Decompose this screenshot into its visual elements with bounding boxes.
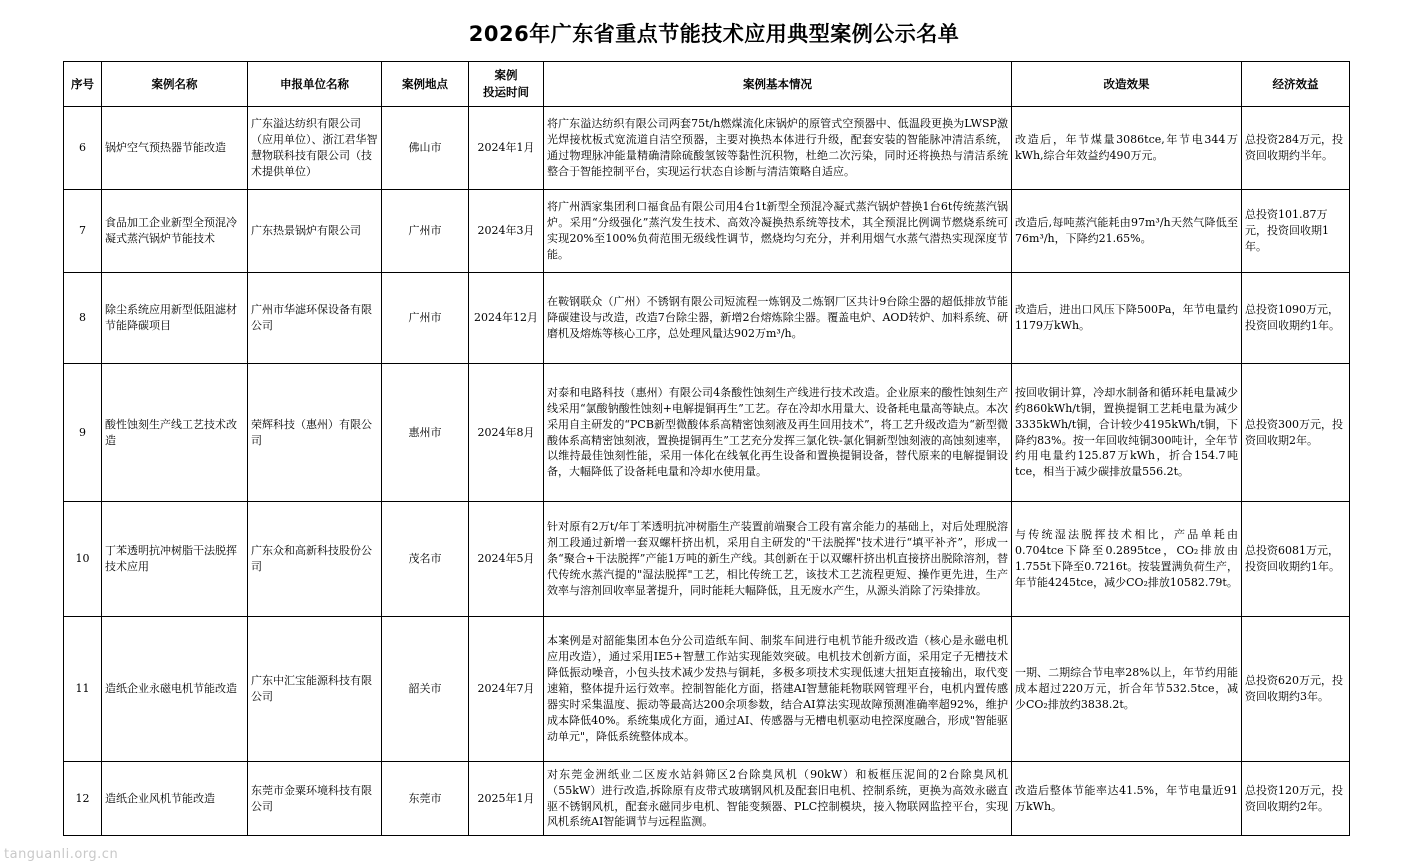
row-no: 12: [64, 762, 102, 836]
row-no: 6: [64, 107, 102, 190]
row-effect: 一期、二期综合节电率28%以上，年节约用能成本超过220万元，折合年节532.5tce，减少CO₂排放约3838.2t。: [1012, 617, 1242, 762]
row-no: 9: [64, 364, 102, 502]
row-name: 除尘系统应用新型低阻滤材节能降碳项目: [102, 273, 248, 364]
header-unit: 申报单位名称: [248, 62, 382, 107]
row-time: 2024年3月: [469, 190, 544, 273]
row-location: 惠州市: [382, 364, 469, 502]
row-unit: 荣辉科技（惠州）有限公司: [248, 364, 382, 502]
page-title: 2026年广东省重点节能技术应用典型案例公示名单: [468, 22, 960, 46]
row-time: 2024年7月: [469, 617, 544, 762]
row-time: 2024年1月: [469, 107, 544, 190]
row-benefit: 总投资300万元，投资回收期2年。: [1242, 364, 1350, 502]
site-watermark: tanguanli.org.cn: [4, 847, 119, 862]
row-unit: 东莞市金粟环境科技有限公司: [248, 762, 382, 836]
row-location: 广州市: [382, 273, 469, 364]
table-row: [64, 617, 1350, 762]
header-no: 序号: [64, 62, 102, 107]
row-benefit: 总投资101.87万元，投资回收期1年。: [1242, 190, 1350, 273]
table-row: [64, 364, 1350, 502]
row-no: 7: [64, 190, 102, 273]
row-situation: 对东莞金洲纸业二区废水站斜筛区2台除臭风机（90kW）和板框压泥间的2台除臭风机（55kW）进行改造,拆除原有皮带式玻璃钢风机及配套旧电机、控制系统，更换为高效永磁直驱不锈钢风机，配套永磁同步电机、智能变频器、PLC控制模块，接入物联网监控平台，实现风机系统AI智能调节与远程监测。: [544, 762, 1012, 836]
table-row: [64, 502, 1350, 617]
row-name: 丁苯透明抗冲树脂干法脱挥技术应用: [102, 502, 248, 617]
row-unit: 广东众和高新科技股份公司: [248, 502, 382, 617]
row-effect: 改造后，进出口风压下降500Pa，年节电量约1179万kWh。: [1012, 273, 1242, 364]
row-situation: 本案例是对韶能集团本色分公司造纸车间、制浆车间进行电机节能升级改造（核心是永磁电机应用改造），通过采用IE5+智慧工作站实现能效突破。电机技术创新方面，采用定子无槽技术降低振动噪音，小包头技术减少发热与铜耗，多极多项技术实现低速大扭矩直接输出，取代变速箱，整体提升运行效率。控制智能化方面，搭建AI智慧能耗物联网管理平台，电机内置传感器实时采集温度、振动等最高达200余项参数，结合AI算法实现故障预测准确率超92%，维护成本降低40%。系统集成化方面，通过AI、传感器与无槽电机驱动电控深度融合，形成"智能驱动单元"，降低系统整体成本。: [544, 617, 1012, 762]
row-no: 10: [64, 502, 102, 617]
row-situation: 在鞍钢联众（广州）不锈钢有限公司短流程一炼钢及二炼钢厂区共计9台除尘器的超低排放节能降碳建设与改造，改造7台除尘器，新增2台熔炼除尘器。覆盖电炉、AOD转炉、加料系统、研磨机及熔炼等核心工序，总处理风量达902万m³/h。: [544, 273, 1012, 364]
row-effect: 按回收铜计算，冷却水制备和循环耗电量减少约860kWh/t铜，置换提铜工艺耗电量为减少3335kWh/t铜，合计较少4195kWh/t铜，下降约83%。按一年回收纯铜300吨计，全年节约用电量约125.87万kWh，折合154.7吨tce，相当于减少碳排放量556.2t。: [1012, 364, 1242, 502]
row-effect: 改造后,每吨蒸汽能耗由97m³/h天然气降低至76m³/h，下降约21.65%。: [1012, 190, 1242, 273]
row-location: 佛山市: [382, 107, 469, 190]
row-location: 东莞市: [382, 762, 469, 836]
row-unit: 广东溢达纺织有限公司（应用单位）、浙江君华智慧物联科技有限公司（技术提供单位）: [248, 107, 382, 190]
row-benefit: 总投资284万元，投资回收期约半年。: [1242, 107, 1350, 190]
row-unit: 广州市华滤环保设备有限公司: [248, 273, 382, 364]
case-table: [63, 61, 1350, 836]
row-situation: 对泰和电路科技（惠州）有限公司4条酸性蚀刻生产线进行技术改造。企业原来的酸性蚀刻生产线采用“氯酸钠酸性蚀刻+电解提铜再生”工艺。存在冷却水用量大、设备耗电量高等缺点。本次采用自主研发的“PCB新型微酸体系高精密蚀刻液及再生回用技术”，将工艺升级改造为“新型微酸体系高精密蚀刻液，置换提铜再生”工艺充分发挥三氯化铁-氯化铜新型蚀刻液的高蚀刻速率，以维持最佳蚀刻性能，采用一体化在线氧化再生设备和置换提铜设备，替代原来的电解提铜设备，大幅降低了设备耗电量和冷却水使用量。: [544, 364, 1012, 502]
row-location: 茂名市: [382, 502, 469, 617]
table-row: [64, 273, 1350, 364]
row-no: 8: [64, 273, 102, 364]
row-time: 2024年5月: [469, 502, 544, 617]
row-name: 锅炉空气预热器节能改造: [102, 107, 248, 190]
row-situation: 将广州酒家集团利口福食品有限公司用4台1t新型全预混冷凝式蒸汽锅炉替换1台6t传统蒸汽锅炉。采用“分级强化”蒸汽发生技术、高效冷凝换热系统等技术，其全预混比例调节燃烧系统可实现20%至100%负荷范围无级线性调节，燃烧均匀充分，并利用烟气水蒸气潜热实现深度节能。: [544, 190, 1012, 273]
row-unit: 广东热景锅炉有限公司: [248, 190, 382, 273]
header-time: 案例 投运时间: [469, 62, 544, 107]
table-row: [64, 762, 1350, 836]
row-time: 2025年1月: [469, 762, 544, 836]
header-name: 案例名称: [102, 62, 248, 107]
row-location: 广州市: [382, 190, 469, 273]
row-benefit: 总投资120万元，投资回收期约2年。: [1242, 762, 1350, 836]
row-unit: 广东中汇宝能源科技有限公司: [248, 617, 382, 762]
table-header-row: [64, 62, 1350, 107]
row-time: 2024年8月: [469, 364, 544, 502]
row-benefit: 总投资1090万元，投资回收期约1年。: [1242, 273, 1350, 364]
table-row: [64, 190, 1350, 273]
row-name: 酸性蚀刻生产线工艺技术改造: [102, 364, 248, 502]
row-time: 2024年12月: [469, 273, 544, 364]
row-situation: 将广东溢达纺织有限公司两套75t/h燃煤流化床锅炉的原管式空预器中、低温段更换为LWSP激光焊接枕板式宽流道自洁空预器，主要对换热本体进行升级，配套安装的智能脉冲清洁系统，通过物理脉冲能量精确清除硫酸氢铵等黏性沉积物，杜绝二次污染，同时还将换热与清洁系统整合于智能控制平台，实现运行状态自诊断与清洁策略自适应。: [544, 107, 1012, 190]
row-name: 食品加工企业新型全预混冷凝式蒸汽锅炉节能技术: [102, 190, 248, 273]
row-benefit: 总投资620万元，投资回收期约3年。: [1242, 617, 1350, 762]
row-no: 11: [64, 617, 102, 762]
header-location: 案例地点: [382, 62, 469, 107]
row-location: 韶关市: [382, 617, 469, 762]
row-benefit: 总投资6081万元，投资回收期约1年。: [1242, 502, 1350, 617]
row-effect: 改造后整体节能率达41.5%，年节电量近91万kWh。: [1012, 762, 1242, 836]
table-row: [64, 107, 1350, 190]
row-situation: 针对原有2万t/年丁苯透明抗冲树脂生产装置前端聚合工段有富余能力的基础上，对后处理脱溶剂工段通过新增一套双螺杆挤出机，采用自主研发的"干法脱挥"技术进行“填平补齐”，形成一条“聚合+干法脱挥”产能1万吨的新生产线。其创新在于以双螺杆挤出机直接挤出脱除溶剂，替代传统水蒸汽提的"湿法脱挥"工艺，相比传统工艺，该技术工艺流程更短、操作更先进，生产效率与溶剂回收率显著提升，同时能耗大幅降低，且无废水产生，从源头消除了污染排放。: [544, 502, 1012, 617]
header-benefit: 经济效益: [1242, 62, 1350, 107]
row-effect: 改造后，年节煤量3086tce,年节电344万kWh,综合年效益约490万元。: [1012, 107, 1242, 190]
row-name: 造纸企业风机节能改造: [102, 762, 248, 836]
row-name: 造纸企业永磁电机节能改造: [102, 617, 248, 762]
row-effect: 与传统湿法脱挥技术相比，产品单耗由0.704tce下降至0.2895tce，CO₂排放由1.755t下降至0.7216t。按装置满负荷生产，年节能4245tce，减少CO₂排放10582.79t。: [1012, 502, 1242, 617]
header-situation: 案例基本情况: [544, 62, 1012, 107]
header-effect: 改造效果: [1012, 62, 1242, 107]
